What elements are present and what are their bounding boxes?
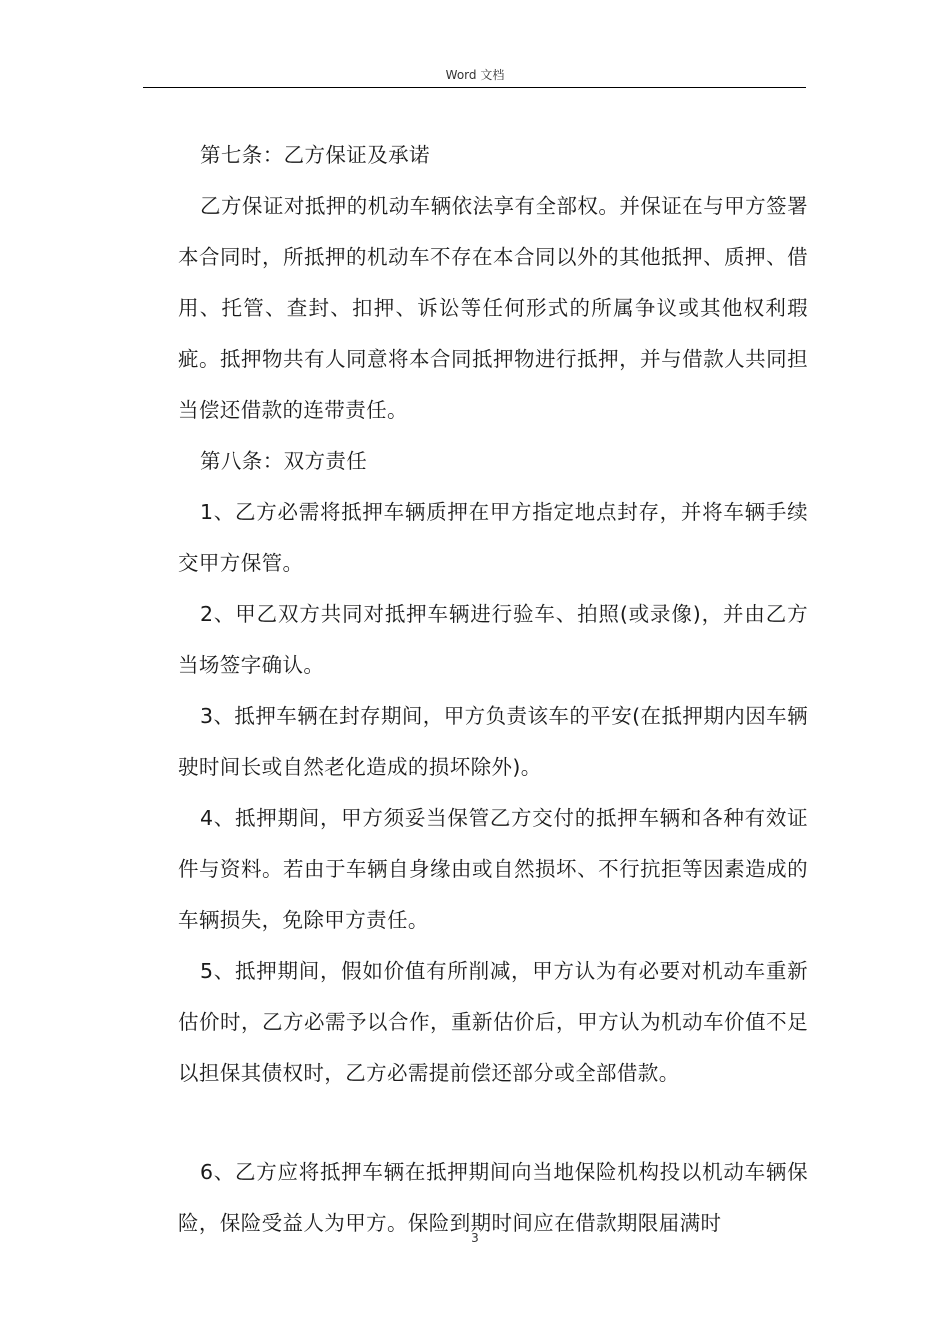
- header-divider: [143, 87, 806, 88]
- article-8-item-3: 3、抵押车辆在封存期间，甲方负责该车的平安(在抵押期内因车辆驶时间长或自然老化造成的损坏除外)。: [178, 704, 808, 779]
- article-8-item-2: 2、甲乙双方共同对抵押车辆进行验车、拍照(或录像)，并由乙方当场签字确认。: [178, 602, 808, 677]
- document-body: [178, 130, 808, 1249]
- article-8-item-5: 5、抵押期间，假如价值有所削减，甲方认为有必要对机动车重新估价时，乙方必需予以合作，重新估价后，甲方认为机动车价值不足以担保其债权时，乙方必需提前偿还部分或全部借款。: [178, 959, 808, 1085]
- article-8-item-1: 1、乙方必需将抵押车辆质押在甲方指定地点封存，并将车辆手续交甲方保管。: [178, 500, 808, 575]
- page-number: 3: [471, 1231, 479, 1245]
- article-8-item-4: 4、抵押期间，甲方须妥当保管乙方交付的抵押车辆和各种有效证件与资料。若由于车辆自身缘由或自然损坏、不行抗拒等因素造成的车辆损失，免除甲方责任。: [178, 806, 808, 932]
- page-header: Word 文档: [445, 68, 505, 82]
- article-8-item-6: 6、乙方应将抵押车辆在抵押期间向当地保险机构投以机动车辆保险，保险受益人为甲方。保险到期时间应在借款期限届满时: [178, 1160, 808, 1235]
- article-8-heading: 第八条：双方责任: [200, 449, 368, 473]
- article-7-heading: 第七条：乙方保证及承诺: [200, 143, 430, 167]
- article-7-paragraph: 乙方保证对抵押的机动车辆依法享有全部权。并保证在与甲方签署本合同时，所抵押的机动车不存在本合同以外的其他抵押、质押、借用、托管、查封、扣押、诉讼等任何形式的所属争议或其他权利瑕疵。抵押物共有人同意将本合同抵押物进行抵押，并与借款人共同担当偿还借款的连带责任。: [178, 194, 808, 422]
